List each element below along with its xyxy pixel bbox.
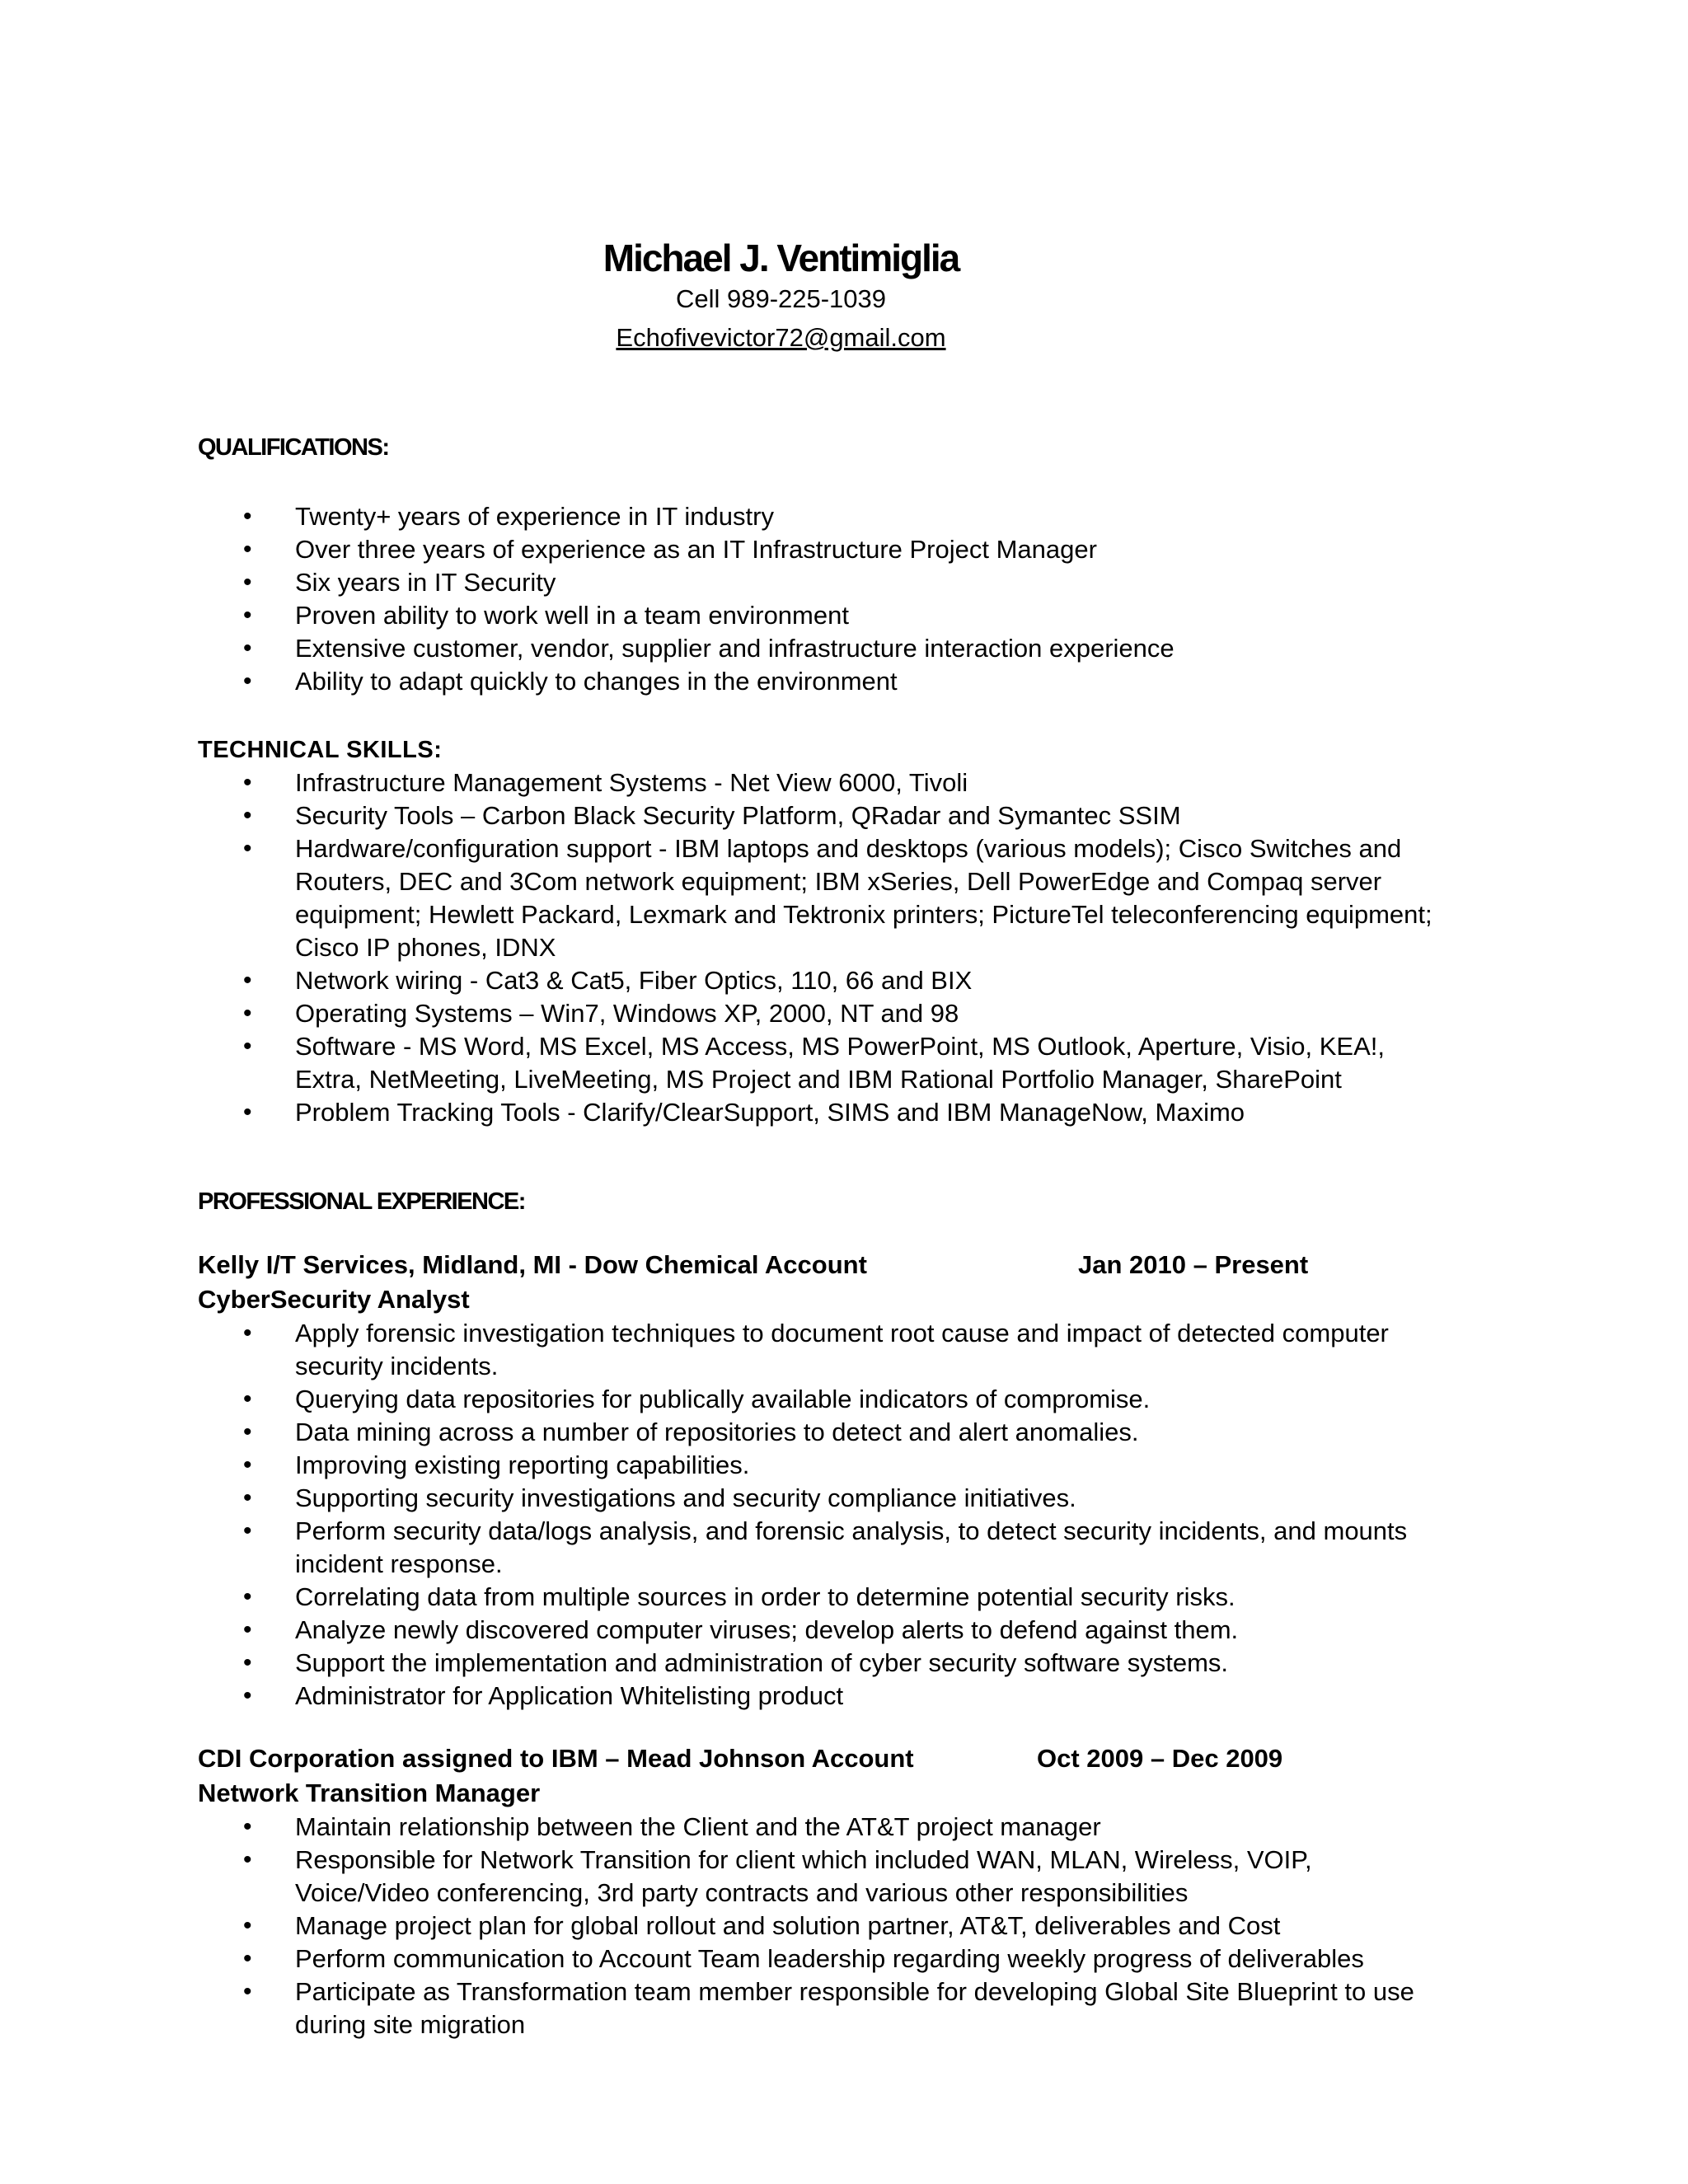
list-item: • Over three years of experience as an IT Infrastructure Project Manager xyxy=(0,533,1688,566)
list-item: • Hardware/configuration support - IBM laptops and desktops (various models); Cisco Switches and Routers, DEC and 3Com network equipment; IBM xSeries, Dell PowerEdge and Compaq server equipment; Hewlett Packard, Lexmark and Tektronix printers; PictureTel teleconferencing equipment; Cisco IP phones, IDNX xyxy=(0,832,1688,964)
list-item: • Network wiring - Cat3 & Cat5, Fiber Optics, 110, 66 and BIX xyxy=(0,964,1688,997)
list-item: • Security Tools – Carbon Black Security Platform, QRadar and Symantec SSIM xyxy=(0,799,1688,832)
list-item: • Operating Systems – Win7, Windows XP, 2000, NT and 98 xyxy=(0,997,1688,1030)
list-item: • Extensive customer, vendor, supplier and infrastructure interaction experience xyxy=(0,632,1688,665)
phone-number: Cell 989-225-1039 xyxy=(675,284,887,313)
job-duties-list xyxy=(0,1811,1688,2041)
qualifications-list xyxy=(0,500,1688,698)
list-item: • Apply forensic investigation techniques to document root cause and impact of detected computer security incidents. xyxy=(0,1317,1688,1383)
job-dates: Jan 2010 – Present xyxy=(1078,1250,1309,1279)
list-item: • Support the implementation and administration of cyber security software systems. xyxy=(0,1647,1688,1680)
job-title: CyberSecurity Analyst xyxy=(198,1285,470,1314)
list-item: • Software - MS Word, MS Excel, MS Access, MS PowerPoint, MS Outlook, Aperture, Visio, KEA!, Extra, NetMeeting, LiveMeeting, MS Project and IBM Rational Portfolio Manager, SharePoint xyxy=(0,1030,1688,1096)
email-link[interactable]: Echofivevictor72@gmail.com xyxy=(616,323,946,352)
technical-skills-heading: TECHNICAL SKILLS: xyxy=(198,737,443,763)
list-item: • Participate as Transformation team member responsible for developing Global Site Blueprint to use during site migration xyxy=(0,1975,1688,2041)
job-employer: Kelly I/T Services, Midland, MI - Dow Chemical Account xyxy=(198,1250,867,1279)
candidate-name: Michael J. Ventimiglia xyxy=(603,237,959,279)
list-item: • Ability to adapt quickly to changes in the environment xyxy=(0,665,1688,698)
list-item: • Correlating data from multiple sources in order to determine potential security risks. xyxy=(0,1581,1688,1614)
list-item: • Querying data repositories for publically available indicators of compromise. xyxy=(0,1383,1688,1416)
list-item: • Problem Tracking Tools - Clarify/ClearSupport, SIMS and IBM ManageNow, Maximo xyxy=(0,1096,1688,1129)
list-item: • Manage project plan for global rollout and solution partner, AT&T, deliverables and Cost xyxy=(0,1910,1688,1943)
job-title: Network Transition Manager xyxy=(198,1779,541,1807)
list-item: • Analyze newly discovered computer viruses; develop alerts to defend against them. xyxy=(0,1614,1688,1647)
list-item: • Improving existing reporting capabilities. xyxy=(0,1449,1688,1482)
list-item: • Supporting security investigations and security compliance initiatives. xyxy=(0,1482,1688,1515)
job-dates: Oct 2009 – Dec 2009 xyxy=(1037,1744,1283,1773)
list-item: • Responsible for Network Transition for client which included WAN, MLAN, Wireless, VOIP, Voice/Video conferencing, 3rd party contracts and various other responsibilities xyxy=(0,1844,1688,1910)
list-item: • Perform security data/logs analysis, and forensic analysis, to detect security incidents, and mounts incident response. xyxy=(0,1515,1688,1581)
list-item: • Maintain relationship between the Client and the AT&T project manager xyxy=(0,1811,1688,1844)
list-item: • Six years in IT Security xyxy=(0,566,1688,599)
professional-experience-heading: PROFESSIONAL EXPERIENCE: xyxy=(198,1188,525,1215)
list-item: • Infrastructure Management Systems - Net View 6000, Tivoli xyxy=(0,766,1688,799)
list-item: • Twenty+ years of experience in IT industry xyxy=(0,500,1688,533)
job-employer: CDI Corporation assigned to IBM – Mead Johnson Account xyxy=(198,1744,914,1773)
job-duties-list xyxy=(0,1317,1688,1713)
list-item: • Administrator for Application Whitelisting product xyxy=(0,1680,1688,1713)
technical-skills-list xyxy=(0,766,1688,1129)
list-item: • Perform communication to Account Team leadership regarding weekly progress of deliverables xyxy=(0,1943,1688,1975)
list-item: • Data mining across a number of repositories to detect and alert anomalies. xyxy=(0,1416,1688,1449)
list-item: • Proven ability to work well in a team environment xyxy=(0,599,1688,632)
qualifications-heading: QUALIFICATIONS: xyxy=(198,434,389,461)
